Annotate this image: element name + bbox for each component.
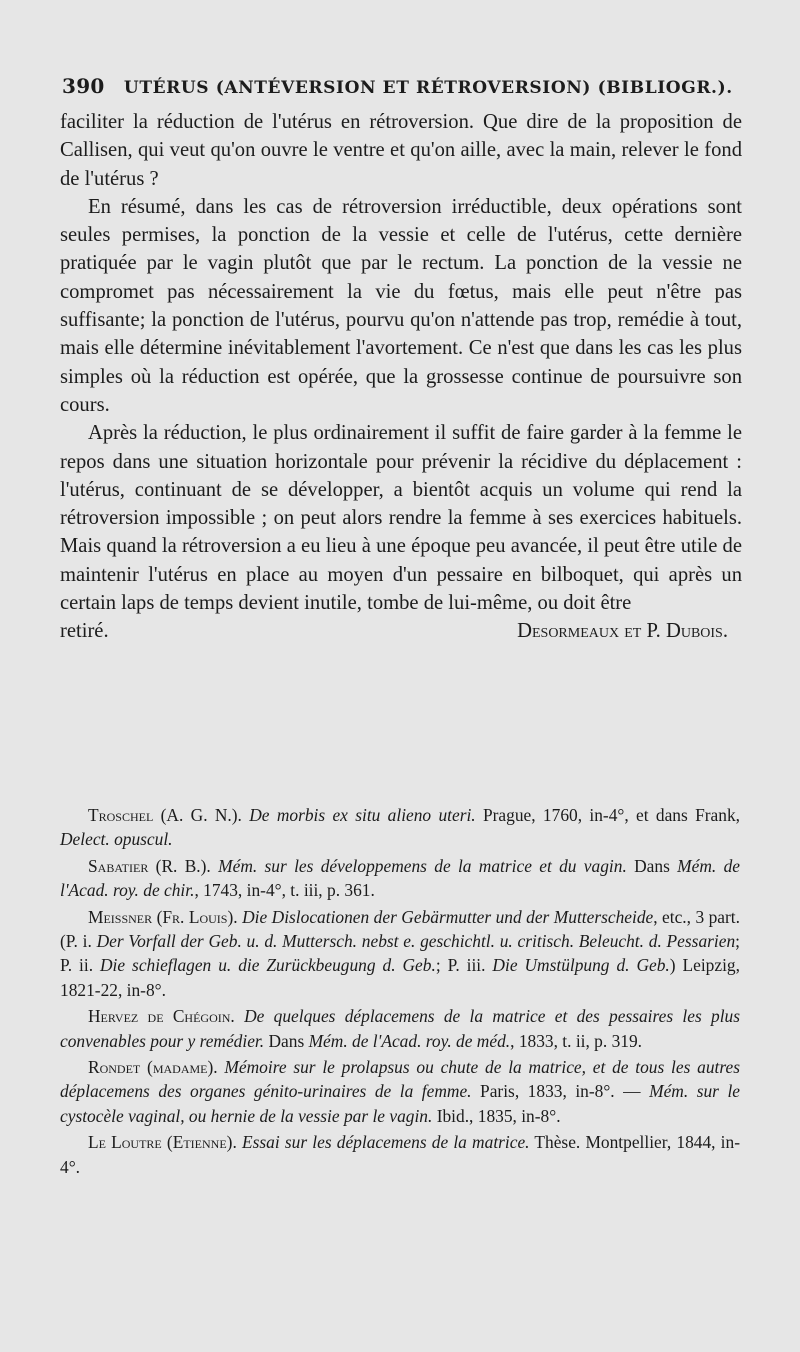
bib-details: Paris, 1833, in-8°. — <box>471 1081 650 1102</box>
bib-details: ) Leipzig, 1821-22, in-8°. <box>60 955 740 1000</box>
bib-details: ; P. iii. <box>435 955 493 976</box>
bib-entry <box>60 1130 740 1179</box>
bib-author: Meissner (Fr. Louis). <box>88 906 238 927</box>
bib-title: Mémoire sur le prolapsus ou chute de la matrice, et de tous les autres déplacemens des organes génito-urinaires de la femme. <box>60 1057 740 1102</box>
bib-details: ; P. ii. <box>60 931 740 976</box>
bib-details: Ibid., 1835, in-8°. <box>432 1105 561 1126</box>
page-number: 390 <box>62 74 105 98</box>
bib-title: De morbis ex situ alieno uteri. <box>249 805 476 825</box>
running-header <box>62 74 752 98</box>
bib-entry <box>60 1055 740 1128</box>
bib-title: Mém. de l'Acad. roy. de méd. <box>308 1030 511 1051</box>
bib-title: Mém. de l'Acad. roy. de chir. <box>60 855 741 901</box>
bib-author: Hervez de Chégoin. <box>88 1006 235 1027</box>
paragraph-1: faciliter la réduction de l'utérus en rétroversion. Que dire de la proposition de Callisen, qui veut qu'on ouvre le ventre et qu'on aille, avec la main, relever le fond de l'utérus ? <box>60 111 742 190</box>
bib-title: Die Umstülpung d. Geb. <box>492 955 670 976</box>
signature-line <box>60 617 742 645</box>
bib-entry <box>60 803 740 852</box>
bib-title: Mém. sur le cystocèle vaginal, ou hernie de la vessie par le vagin. <box>60 1081 740 1126</box>
paragraph-2: En résumé, dans les cas de rétroversion irréductible, deux opérations sont seules permises, la ponction de la vessie et celle de l'utérus, cette dernière pratiquée par le vagin plutôt que par le rectum. La ponction de la vessie ne compromet pas nécessairement la vie du fœtus, mais elle peut n'être pas suffisante; la ponction de l'utérus, pourvu qu'on n'attende pas trop, remédie à tout, mais elle détermine inévitablement l'avortement. Ce n'est que dans les cas les plus simples où la réduction est opérée, que la grossesse continue de poursuivre son cours. <box>60 195 742 416</box>
bib-title: Die Dislocationen der Gebärmutter und der Mutterscheide <box>242 906 654 927</box>
bib-entry <box>60 1004 740 1053</box>
bib-details: Prague, 1760, in-4°, et dans Frank, <box>475 805 740 825</box>
main-text <box>60 108 742 646</box>
bib-author: Sabatier (R. B.). <box>88 855 211 876</box>
article-authors: Desormeaux et P. Dubois. <box>517 620 728 643</box>
bib-author: Rondet (madame). <box>88 1057 218 1078</box>
bib-title: Die schieflagen u. die Zurückbeugung d. Geb. <box>100 955 436 976</box>
bib-details: Thèse. Montpellier, 1844, in-4°. <box>60 1132 741 1177</box>
bib-title: Essai sur les déplacemens de la matrice. <box>242 1132 530 1153</box>
paragraph-3-end: retiré. <box>60 620 109 643</box>
bib-details: Dans <box>626 855 678 876</box>
bib-title: Der Vorfall der Geb. u. d. Muttersch. nebst e. geschichtl. u. critisch. Beleucht. d. Pessarien <box>96 931 736 952</box>
running-title: UTÉRUS (ANTÉVERSION ET RÉTROVERSION) (BIBLIOGR.). <box>123 78 733 98</box>
bib-title: Mém. sur les développemens de la matrice et du vagin. <box>218 855 627 876</box>
bib-author: Le Loutre (Etienne). <box>88 1132 237 1153</box>
bib-details: Dans <box>264 1030 309 1051</box>
bib-details: , 1833, t. ii, p. 319. <box>510 1030 643 1051</box>
bibliography <box>60 803 740 1181</box>
bib-title: De quelques déplacemens de la matrice et des pessaires les plus convenables pour y remédier. <box>60 1006 741 1051</box>
bib-details: , 1743, in-4°, t. iii, p. 361. <box>194 880 375 901</box>
bib-details: , etc., 3 part. (P. i. <box>60 906 740 952</box>
bib-entry <box>60 854 740 903</box>
bib-entry <box>60 905 740 1003</box>
bib-title: Delect. opuscul. <box>60 829 173 850</box>
paragraph-3: Après la réduction, le plus ordinairement il suffit de faire garder à la femme le repos dans une situation horizontale pour prévenir la récidive du déplacement : l'utérus, continuant de se développer, a bientôt acquis un volume qui rend la rétroversion impossible ; on peut alors rendre la femme à ses exercices habituels. Mais quand la rétroversion a eu lieu à une époque peu avancée, il peut être utile de maintenir l'utérus en place au moyen d'un pessaire en bilboquet, qui après un certain laps de temps devient inutile, tombe de lui-même, ou doit être <box>60 422 742 615</box>
bib-author: Troschel (A. G. N.). <box>88 805 242 825</box>
